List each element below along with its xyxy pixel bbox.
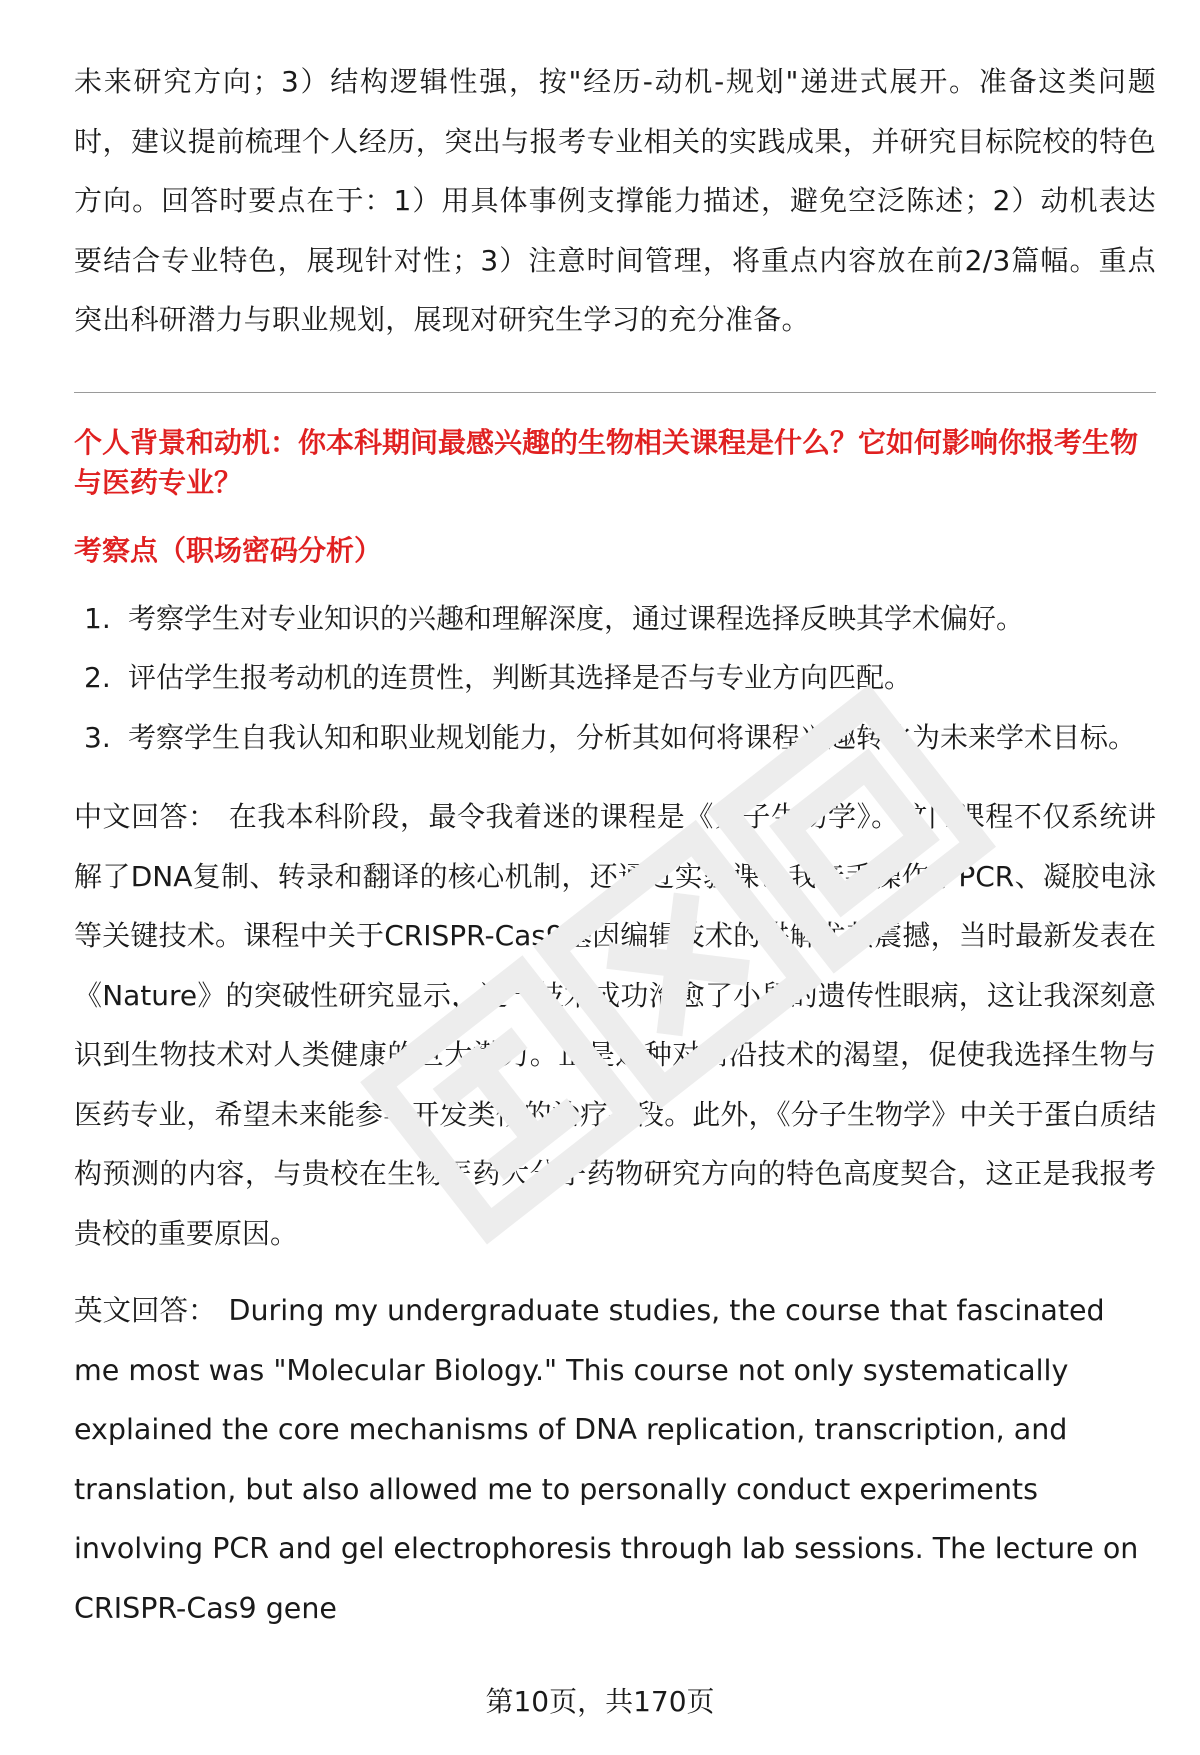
chinese-answer (74, 787, 1156, 1263)
question-heading: 个人背景和动机：你本科期间最感兴趣的生物相关课程是什么？它如何影响你报考生物与医药专业？ (74, 425, 1139, 499)
section-divider (74, 392, 1156, 393)
section-title: 考察点（职场密码分析） (74, 533, 383, 567)
chinese-answer-text: 在我本科阶段，最令我着迷的课程是《分子生物学》。这门课程不仅系统讲解了DNA复制、转录和翻译的核心机制，还通过实验课让我亲手操作了PCR、凝胶电泳等关键技术。课程中关于CRISPR-Cas9基因编辑技术的讲解尤其震撼，当时最新发表在《Nature》的突破性研究显示，这一技术成功治愈了小鼠的遗传性眼病，这让我深刻意识到生物技术对人类健康的巨大潜力。正是这种对前沿技术的渴望，促使我选择生物与医药专业，希望未来能参与开发类似的治疗手段。此外，《分子生物学》中关于蛋白质结构预测的内容，与贵校在生物医药大分子药物研究方向的特色高度契合，这正是我报考贵校的重要原因。 (74, 800, 1156, 1250)
list-item-number: 2. (84, 661, 111, 694)
list-item (74, 648, 1156, 708)
list-item-number: 3. (84, 720, 111, 754)
english-answer-label: 英文回答： (74, 1294, 217, 1327)
list-item-text: 评估学生报考动机的连贯性，判断其选择是否与专业方向匹配。 (128, 661, 913, 694)
list-item (74, 708, 1156, 768)
english-answer-text: During my undergraduate studies, the course that fascinated me most was "Molecular Biology." This course not only systematically explained the core mechanisms of DNA replication, transcription, and translation, but also allowed me to personally conduct experiments involving PCR and gel electrophoresis through lab sessions. The lecture on CRISPR-Cas9 gene (74, 1294, 1139, 1625)
list-item-text: 考察学生自我认知和职业规划能力，分析其如何将课程兴趣转化为未来学术目标。 (128, 720, 1137, 754)
list-item-text: 考察学生对专业知识的兴趣和理解深度，通过课程选择反映其学术偏好。 (128, 601, 1025, 635)
assessment-points-list (74, 589, 1156, 768)
document-page (74, 52, 1156, 1656)
list-item-number: 1. (84, 601, 111, 635)
english-answer (74, 1281, 1156, 1638)
intro-paragraph: 未来研究方向；3）结构逻辑性强，按"经历-动机-规划"递进式展开。准备这类问题时，建议提前梳理个人经历，突出与报考专业相关的实践成果，并研究目标院校的特色方向。回答时要点在于：1）用具体事例支撑能力描述，避免空泛陈述；2）动机表达要结合专业特色，展现针对性；3）注意时间管理，将重点内容放在前2/3篇幅。重点突出科研潜力与职业规划，展现对研究生学习的充分准备。 (74, 65, 1156, 336)
list-item (74, 589, 1156, 649)
page-number-footer: 第10页，共170页 (485, 1685, 715, 1718)
chinese-answer-label: 中文回答： (74, 800, 217, 833)
